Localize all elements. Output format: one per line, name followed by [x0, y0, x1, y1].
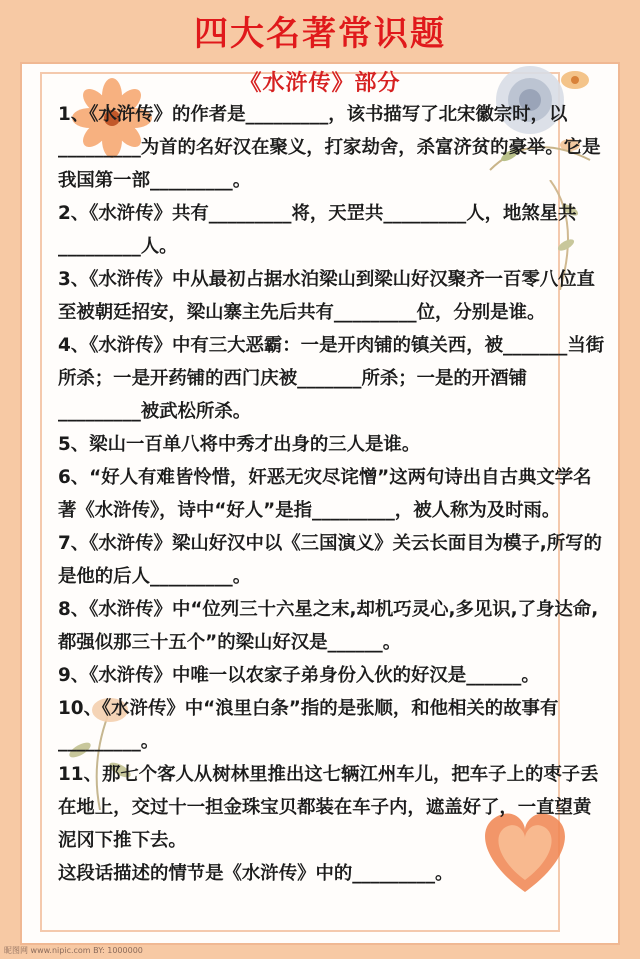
question-item: 6、“好人有难皆怜惜，奸恶无灾尽诧憎”这两句诗出自古典文学名著《水浒传》，诗中“好人”是指_________，被人称为及时雨。 — [58, 467, 592, 521]
question-item: 1、《水浒传》的作者是_________，该书描写了北宋徽宗时，以_________为首的名好汉在聚义，打家劫舍，杀富济贫的豪举。它是我国第一部_________。 — [58, 104, 601, 191]
question-item: 7、《水浒传》梁山好汉中以《三国演义》关云长面目为模子,所写的是他的后人_________。 — [58, 533, 602, 587]
section-subtitle: 《水浒传》部分 — [239, 71, 401, 96]
watermark: 昵图网 www.nipic.com BY: 1000000 — [4, 946, 143, 955]
question-item: 11、那七个客人从树林里推出这七辆江州车儿，把车子上的枣子丢在地上，交过十一担金珠宝贝都装在车子内，遮盖好了，一直望黄泥冈下推下去。 — [58, 764, 599, 851]
question-item: 4、《水浒传》中有三大恶霸：一是开肉铺的镇关西，被_______当街所杀；一是开药铺的西门庆被_______所杀；一是的开酒铺_________被武松所杀。 — [58, 335, 605, 422]
question-item: 3、《水浒传》中从最初占据水泊梁山到梁山好汉聚齐一百零八位直至被朝廷招安，梁山寨主先后共有_________位，分别是谁。 — [58, 269, 595, 323]
question-item: 2、《水浒传》共有_________将，天罡共_________人，地煞星共_________人。 — [58, 203, 577, 257]
question-item: 5、梁山一百单八将中秀才出身的三人是谁。 — [58, 434, 421, 455]
page-title: 四大名著常识题 — [194, 14, 446, 54]
question-item: 9、《水浒传》中唯一以农家子弟身份入伙的好汉是______。 — [58, 665, 540, 686]
question-item: 10、《水浒传》中“浪里白条”指的是张顺，和他相关的故事有_________。 — [58, 698, 559, 752]
question-item: 8、《水浒传》中“位列三十六星之末,却机巧灵心,多见识,了身达命,都强似那三十五个”的梁山好汉是______。 — [58, 599, 599, 653]
question-item: 这段话描述的情节是《水浒传》中的_________。 — [58, 863, 454, 884]
question-list — [58, 98, 606, 890]
